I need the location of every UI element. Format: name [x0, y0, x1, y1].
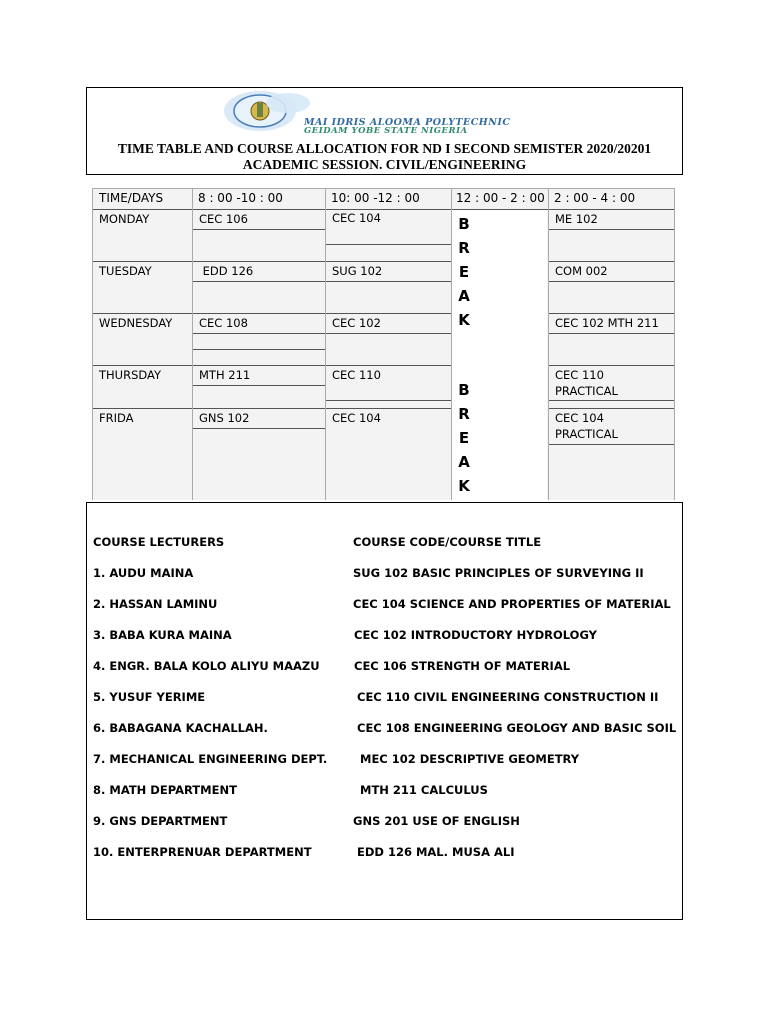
document-title: [86, 141, 683, 173]
grid-line: [451, 188, 452, 500]
grid-line: [548, 313, 675, 314]
grid-line: [548, 333, 675, 334]
institution-name-line1: MAI IDRIS ALOOMA POLYTECHNIC: [304, 117, 511, 128]
slot2-friday: CEC 104: [332, 411, 381, 425]
slot4-thursday-practical: PRACTICAL: [555, 384, 618, 398]
grid-line: [548, 365, 675, 366]
lecturer-name: 10. ENTERPRENUAR DEPARTMENT: [93, 845, 312, 859]
break-letter: B: [458, 215, 470, 233]
day-wednesday: WEDNESDAY: [99, 316, 173, 330]
institution-logo: [212, 89, 552, 135]
header-slot-4: 2 : 00 - 4 : 00: [554, 191, 636, 205]
grid-line: [192, 349, 325, 350]
grid-line: [192, 333, 451, 334]
grid-line: [192, 385, 325, 386]
courses-header: COURSE CODE/COURSE TITLE: [353, 535, 542, 549]
course-title: MTH 211 CALCULUS: [360, 783, 488, 797]
grid-line: [92, 408, 451, 409]
course-title: EDD 126 MAL. MUSA ALI: [357, 845, 515, 859]
grid-line: [92, 261, 451, 262]
grid-line: [192, 281, 451, 282]
grid-line: [92, 188, 675, 189]
slot4-friday: CEC 104: [555, 411, 604, 425]
header-slot-3: 12 : 00 - 2 : 00: [456, 191, 545, 205]
break-letter: R: [458, 239, 470, 257]
break-word-bottom: [456, 378, 472, 498]
grid-line: [548, 408, 675, 409]
break-letter: B: [458, 381, 470, 399]
lecturer-name: 1. AUDU MAINA: [93, 566, 194, 580]
break-letter: K: [458, 311, 470, 329]
course-title: CEC 108 ENGINEERING GEOLOGY AND BASIC SOIL: [357, 721, 677, 735]
grid-line: [325, 400, 451, 401]
lecturer-name: 5. YUSUF YERIME: [93, 690, 206, 704]
day-tuesday: TUESDAY: [99, 264, 152, 278]
lecturer-name: 9. GNS DEPARTMENT: [93, 814, 228, 828]
slot4-tuesday: COM 002: [555, 264, 608, 278]
grid-line: [192, 428, 325, 429]
lecturer-name: 3. BABA KURA MAINA: [93, 628, 232, 642]
course-title: MEC 102 DESCRIPTIVE GEOMETRY: [360, 752, 580, 766]
break-letter: R: [458, 405, 470, 423]
break-letter: A: [458, 453, 470, 471]
grid-line: [92, 188, 93, 500]
course-title: SUG 102 BASIC PRINCIPLES OF SURVEYING II: [353, 566, 644, 580]
course-title: GNS 201 USE OF ENGLISH: [353, 814, 520, 828]
title-line2: ACADEMIC SESSION. CIVIL/ENGINEERING: [242, 157, 527, 172]
grid-line: [548, 229, 675, 230]
break-letter: E: [458, 263, 470, 281]
slot1-wednesday: CEC 108: [199, 316, 248, 330]
grid-line: [548, 281, 675, 282]
header-slot-1: 8 : 00 -10 : 00: [198, 191, 283, 205]
grid-line: [325, 244, 451, 245]
grid-line: [92, 365, 451, 366]
grid-line: [92, 313, 451, 314]
break-letter: E: [458, 429, 470, 447]
lecturers-header: COURSE LECTURERS: [93, 535, 225, 549]
lecturer-name: 8. MATH DEPARTMENT: [93, 783, 237, 797]
slot1-monday: CEC 106: [199, 212, 248, 226]
course-title: CEC 102 INTRODUCTORY HYDROLOGY: [354, 628, 597, 642]
grid-line: [674, 188, 675, 500]
grid-line: [92, 209, 675, 210]
grid-line: [192, 229, 325, 230]
lecturer-name: 7. MECHANICAL ENGINEERING DEPT.: [93, 752, 328, 766]
slot4-thursday: CEC 110: [555, 368, 604, 382]
slot4-wednesday: CEC 102 MTH 211: [555, 316, 659, 330]
slot4-friday-practical: PRACTICAL: [555, 427, 618, 441]
break-word-top: [456, 212, 472, 332]
grid-line: [325, 188, 326, 500]
grid-line: [548, 261, 675, 262]
slot2-tuesday: SUG 102: [332, 264, 383, 278]
grid-line: [548, 444, 675, 445]
slot4-monday: ME 102: [555, 212, 598, 226]
grid-line: [548, 400, 675, 401]
course-title: CEC 104 SCIENCE AND PROPERTIES OF MATERIAL: [353, 597, 671, 611]
day-friday: FRIDA: [99, 411, 134, 425]
slot1-friday: GNS 102: [199, 411, 250, 425]
grid-line: [548, 188, 549, 500]
slot2-wednesday: CEC 102: [332, 316, 381, 330]
slot2-monday: CEC 104: [332, 211, 381, 225]
day-thursday: THURSDAY: [99, 368, 162, 382]
course-title: CEC 106 STRENGTH OF MATERIAL: [354, 659, 571, 673]
course-title: CEC 110 CIVIL ENGINEERING CONSTRUCTION II: [357, 690, 659, 704]
grid-line: [192, 188, 193, 500]
lecturer-name: 6. BABAGANA KACHALLAH.: [93, 721, 268, 735]
break-letter: K: [458, 477, 470, 495]
slot1-thursday: MTH 211: [199, 368, 251, 382]
header-slot-2: 10: 00 -12 : 00: [331, 191, 420, 205]
institution-name-line2: GEIDAM YOBE STATE NIGERIA: [304, 126, 468, 135]
header-time-days: TIME/DAYS: [99, 191, 164, 205]
title-line1: TIME TABLE AND COURSE ALLOCATION FOR ND I SECOND SEMISTER 2020/20201: [117, 141, 652, 156]
slot1-tuesday: EDD 126: [199, 264, 254, 278]
lecturer-name: 2. HASSAN LAMINU: [93, 597, 218, 611]
break-letter: A: [458, 287, 470, 305]
timetable-grid: [92, 188, 675, 500]
lecturer-name: 4. ENGR. BALA KOLO ALIYU MAAZU: [93, 659, 320, 673]
slot2-thursday: CEC 110: [332, 368, 381, 382]
day-monday: MONDAY: [99, 212, 150, 226]
